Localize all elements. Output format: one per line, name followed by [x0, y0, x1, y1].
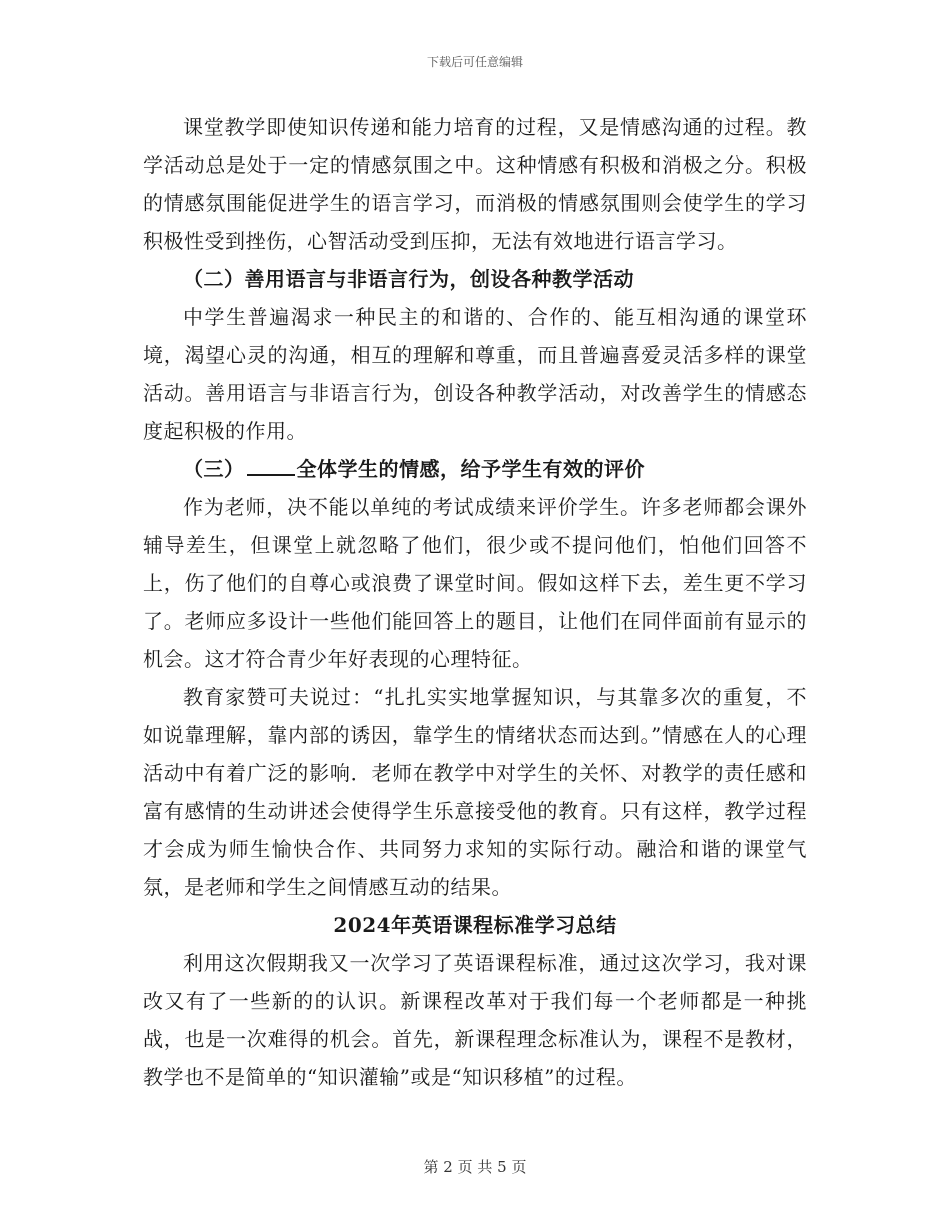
section-heading-2: （二）善用语言与非语言行为，创设各种教学活动 [183, 267, 634, 291]
document-title: 2024年英语课程标准学习总结 [333, 913, 617, 937]
document-body [143, 108, 807, 1096]
page-number: 第 2 页 共 5 页 [423, 1158, 527, 1176]
paragraph-2: 中学生普遍渴求一种民主的和谐的、合作的、能互相沟通的课堂环境，渴望心灵的沟通，相互的理解和尊重，而且普遍喜爱灵活多样的课堂活动。善用语言与非语言行为，创设各种教学活动，对改善学生的情感态度起积极的作用。 [143, 305, 807, 443]
fill-in-blank [247, 456, 295, 476]
paragraph-4: 教育家赞可夫说过：“扎扎实实地掌握知识，与其靠多次的重复，不如说靠理解，靠内部的诱因，靠学生的情绪状态而达到。”情感在人的心理活动中有着广泛的影响．老师在教学中对学生的关怀、对教学的责任感和富有感情的生动讲述会使得学生乐意接受他的教育。只有这样，教学过程才会成为师生愉快合作、共同努力求知的实际行动。融洽和谐的课堂气氛，是老师和学生之间情感互动的结果。 [143, 685, 807, 899]
paragraph-1: 课堂教学即使知识传递和能力培育的过程，又是情感沟通的过程。教学活动总是处于一定的情感氛围之中。这种情感有积极和消极之分。积极的情感氛围能促进学生的语言学习，而消极的情感氛围则会使学生的学习积极性受到挫伤，心智活动受到压抑，无法有效地进行语言学习。 [143, 115, 807, 253]
section-heading-3-suffix: 全体学生的情感，给予学生有效的评价 [296, 457, 645, 481]
paragraph-5: 利用这次假期我又一次学习了英语课程标准，通过这次学习，我对课改又有了一些新的的认识。新课程改革对于我们每一个老师都是一种挑战，也是一次难得的机会。首先，新课程理念标准认为，课程不是教材，教学也不是简单的“知识灌输”或是“知识移植”的过程。 [143, 951, 807, 1089]
header-note: 下载后可任意编辑 [426, 55, 523, 69]
paragraph-3: 作为老师，决不能以单纯的考试成绩来评价学生。许多老师都会课外辅导差生，但课堂上就忽略了他们，很少或不提问他们，怕他们回答不上，伤了他们的自尊心或浪费了课堂时间。假如这样下去，差生更不学习了。老师应多设计一些他们能回答上的题目，让他们在同伴面前有显示的机会。这才符合青少年好表现的心理特征。 [143, 495, 807, 671]
section-heading-3-prefix: （三） [183, 457, 245, 481]
section-heading-3 [143, 450, 807, 488]
